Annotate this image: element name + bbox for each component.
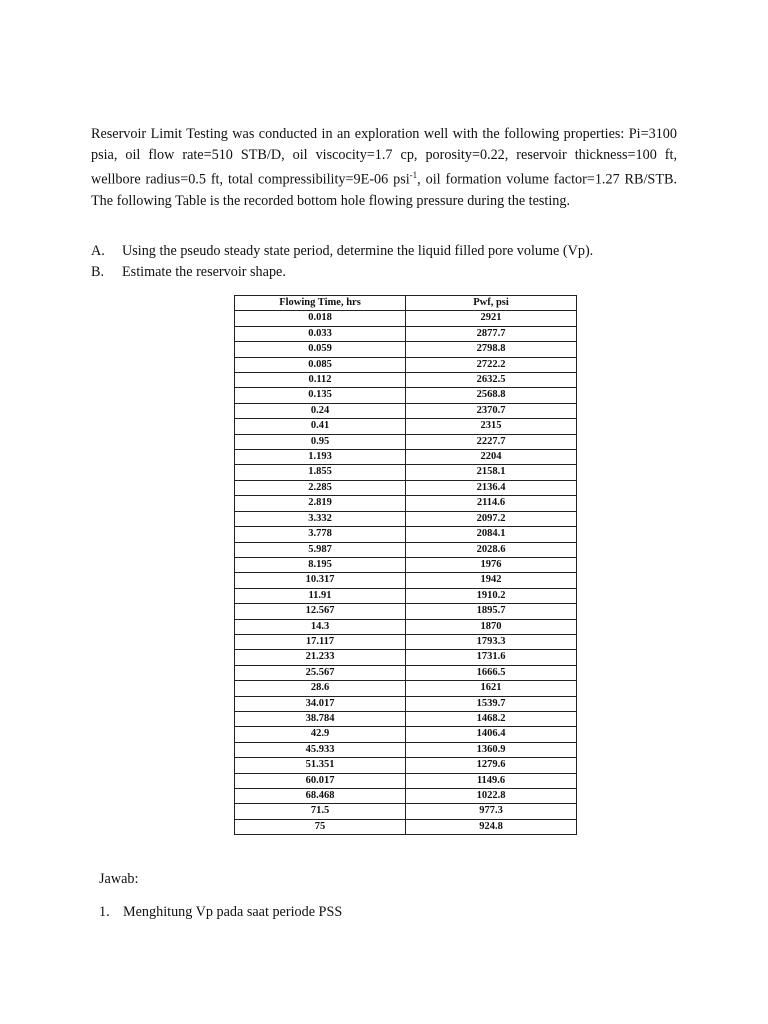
cell-flowing-time: 71.5 (235, 804, 406, 819)
cell-flowing-time: 3.332 (235, 511, 406, 526)
pressure-data-table (234, 295, 577, 835)
cell-flowing-time: 3.778 (235, 527, 406, 542)
cell-flowing-time: 10.317 (235, 573, 406, 588)
table-row (235, 773, 577, 788)
cell-flowing-time: 38.784 (235, 711, 406, 726)
cell-flowing-time: 68.468 (235, 789, 406, 804)
cell-pwf: 1360.9 (406, 742, 577, 757)
cell-flowing-time: 17.117 (235, 634, 406, 649)
cell-pwf: 977.3 (406, 804, 577, 819)
column-header-pwf: Pwf, psi (406, 296, 577, 311)
cell-pwf: 2877.7 (406, 326, 577, 341)
cell-pwf: 2158.1 (406, 465, 577, 480)
cell-pwf: 2568.8 (406, 388, 577, 403)
cell-pwf: 2632.5 (406, 373, 577, 388)
cell-flowing-time: 60.017 (235, 773, 406, 788)
table-header-row (235, 296, 577, 311)
question-item (91, 241, 691, 262)
table-row (235, 311, 577, 326)
cell-pwf: 1793.3 (406, 634, 577, 649)
cell-pwf: 2136.4 (406, 480, 577, 495)
answer-label: Jawab: (99, 871, 139, 887)
table-row (235, 619, 577, 634)
cell-flowing-time: 0.24 (235, 403, 406, 418)
table-row (235, 403, 577, 418)
cell-flowing-time: 0.112 (235, 373, 406, 388)
cell-flowing-time: 0.085 (235, 357, 406, 372)
table-row (235, 511, 577, 526)
cell-flowing-time: 21.233 (235, 650, 406, 665)
cell-flowing-time: 8.195 (235, 557, 406, 572)
cell-pwf: 1279.6 (406, 758, 577, 773)
cell-flowing-time: 0.135 (235, 388, 406, 403)
cell-flowing-time: 14.3 (235, 619, 406, 634)
table-row (235, 804, 577, 819)
table-row (235, 742, 577, 757)
cell-pwf: 2370.7 (406, 403, 577, 418)
table-row (235, 789, 577, 804)
table-row (235, 696, 577, 711)
cell-flowing-time: 45.933 (235, 742, 406, 757)
cell-pwf: 2204 (406, 450, 577, 465)
question-text: Using the pseudo steady state period, determine the liquid filled pore volume (Vp). (122, 243, 594, 259)
cell-flowing-time: 2.819 (235, 496, 406, 511)
table-body (235, 311, 577, 835)
compressibility-exponent: -1 (409, 170, 418, 181)
table-row (235, 573, 577, 588)
table-row (235, 634, 577, 649)
table-row (235, 496, 577, 511)
table-row (235, 819, 577, 834)
table-row (235, 711, 577, 726)
cell-flowing-time: 0.033 (235, 326, 406, 341)
cell-flowing-time: 1.193 (235, 450, 406, 465)
cell-flowing-time: 34.017 (235, 696, 406, 711)
cell-flowing-time: 28.6 (235, 681, 406, 696)
table-row (235, 480, 577, 495)
cell-flowing-time: 0.95 (235, 434, 406, 449)
problem-statement (91, 124, 677, 211)
cell-pwf: 924.8 (406, 819, 577, 834)
question-marker: B. (91, 263, 105, 280)
cell-flowing-time: 0.018 (235, 311, 406, 326)
table-row (235, 527, 577, 542)
cell-flowing-time: 25.567 (235, 665, 406, 680)
cell-pwf: 2315 (406, 419, 577, 434)
cell-pwf: 2798.8 (406, 342, 577, 357)
cell-flowing-time: 5.987 (235, 542, 406, 557)
cell-pwf: 2028.6 (406, 542, 577, 557)
cell-pwf: 1895.7 (406, 604, 577, 619)
table-row (235, 758, 577, 773)
table-row (235, 542, 577, 557)
cell-pwf: 1666.5 (406, 665, 577, 680)
question-marker: A. (91, 243, 105, 259)
table-row (235, 373, 577, 388)
cell-flowing-time: 1.855 (235, 465, 406, 480)
cell-flowing-time: 11.91 (235, 588, 406, 603)
cell-flowing-time: 0.059 (235, 342, 406, 357)
question-text: Estimate the reservoir shape. (122, 263, 286, 280)
table-row (235, 388, 577, 403)
answer-step (99, 902, 342, 922)
cell-flowing-time: 51.351 (235, 758, 406, 773)
table-row (235, 357, 577, 372)
table-row (235, 434, 577, 449)
cell-flowing-time: 75 (235, 819, 406, 834)
table-row (235, 650, 577, 665)
cell-pwf: 1976 (406, 557, 577, 572)
table-row (235, 465, 577, 480)
cell-pwf: 1539.7 (406, 696, 577, 711)
table-row (235, 419, 577, 434)
step-text: Menghitung Vp pada saat periode PSS (123, 904, 343, 920)
cell-pwf: 1022.8 (406, 789, 577, 804)
table-row (235, 681, 577, 696)
cell-pwf: 2084.1 (406, 527, 577, 542)
table-row (235, 665, 577, 680)
table-row (235, 342, 577, 357)
table-row (235, 326, 577, 341)
cell-pwf: 1942 (406, 573, 577, 588)
cell-flowing-time: 2.285 (235, 480, 406, 495)
table-row (235, 604, 577, 619)
question-list (91, 241, 691, 282)
cell-pwf: 1149.6 (406, 773, 577, 788)
cell-flowing-time: 0.41 (235, 419, 406, 434)
table-row (235, 557, 577, 572)
cell-pwf: 1870 (406, 619, 577, 634)
step-marker: 1. (99, 904, 110, 920)
cell-pwf: 2921 (406, 311, 577, 326)
table-row (235, 588, 577, 603)
cell-pwf: 2114.6 (406, 496, 577, 511)
cell-pwf: 1468.2 (406, 711, 577, 726)
problem-statement-text: Reservoir Limit Testing was conducted in an exploration well with the following properties: Pi=3100 psia, oil flow rate=510 STB/D, oil viscocity=1.7 cp, porosity=0.22, reservoir thickness=100 ft, wellbore radius=0.5 ft, total compressibility=9E-06 psi (91, 126, 677, 188)
cell-pwf: 2097.2 (406, 511, 577, 526)
cell-pwf: 1910.2 (406, 588, 577, 603)
problem-statement-text-cont: , oil formation volume factor=1.27 RB/STB. The following Table is the recorded bottom hole flowing pressure during the testing. (91, 171, 677, 209)
cell-flowing-time: 42.9 (235, 727, 406, 742)
column-header-flowing-time: Flowing Time, hrs (235, 296, 406, 311)
question-item (91, 262, 691, 283)
cell-pwf: 1406.4 (406, 727, 577, 742)
cell-pwf: 1621 (406, 681, 577, 696)
cell-pwf: 2227.7 (406, 434, 577, 449)
cell-pwf: 2722.2 (406, 357, 577, 372)
table-row (235, 727, 577, 742)
cell-pwf: 1731.6 (406, 650, 577, 665)
cell-flowing-time: 12.567 (235, 604, 406, 619)
table-row (235, 450, 577, 465)
